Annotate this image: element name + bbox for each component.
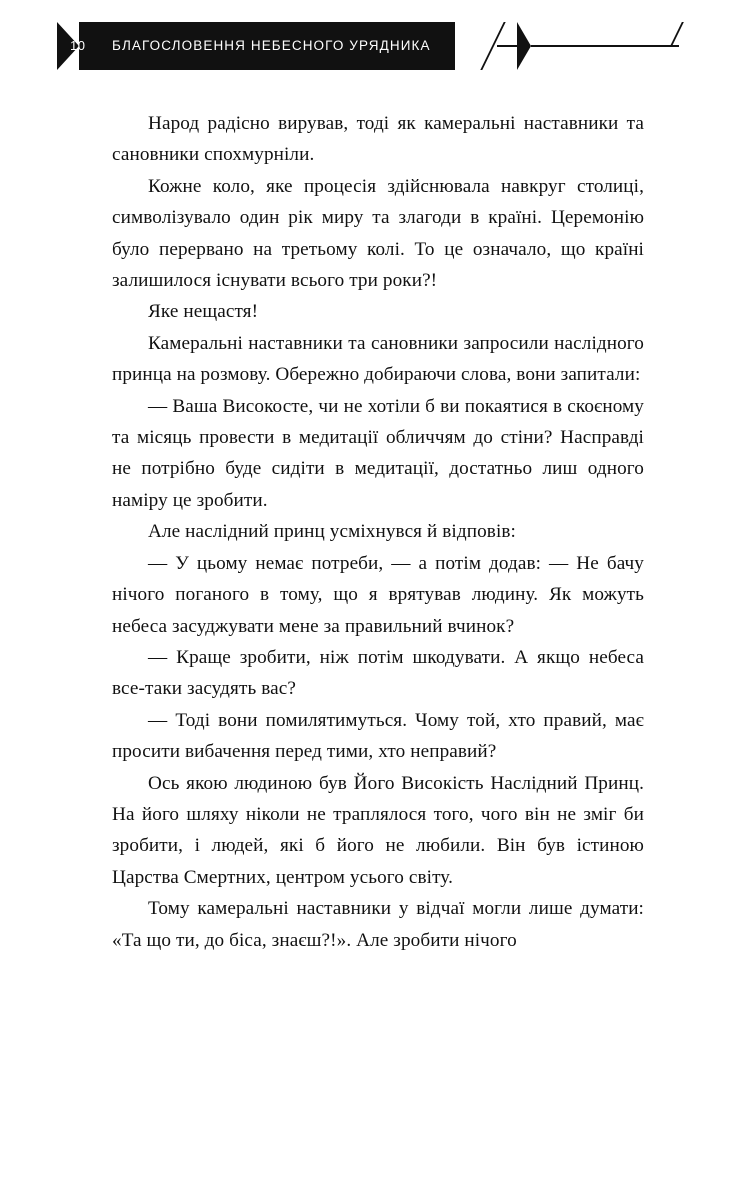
header-right-cut-lower-icon (455, 22, 479, 70)
page-header (0, 0, 756, 96)
page-number: 10 (70, 38, 86, 53)
paragraph: Камеральні наставники та сановники запросили наслідного принца на розмову. Обережно добираючи слова, вони запитали: (112, 332, 644, 386)
running-title: БЛАГОСЛОВЕННЯ НЕБЕСНОГО УРЯДНИКА (112, 38, 431, 53)
paragraph-dialogue: — Тоді вони помилятимуться. Чому той, хто правий, має просити вибачення перед тими, хто неправий? (112, 709, 644, 763)
paragraph: Ось якою людиною був Його Високість Наслідний Принц. На його шляху ніколи не траплялося того, чого він не зміг би зробити, і людей, які б його не любили. Він був істиною Царства Смертних, центром усього світу. (112, 772, 644, 888)
paragraph-dialogue: — Краще зробити, ніж потім шкодувати. А якщо небеса все-таки засудять вас? (112, 646, 644, 700)
paragraph: Але наслідний принц усміхнувся й відповів: (148, 521, 516, 543)
paragraph: Тому камеральні наставники у відчаї могли лише думати: «Та що ти, до біса, знаєш?!». Але зробити нічого (112, 898, 644, 951)
header-decoration-stroke-2-icon (670, 22, 684, 46)
paragraph: Кожне коло, яке процесія здійснювала навкруг столиці, символізувало один рік миру та злагоди в країні. Церемонію було перервано на третьому колі. То це означало, що країні залишилося існувати всього три роки?! (112, 175, 644, 292)
header-decoration-arrow-icon (517, 22, 531, 70)
header-decoration-line-1-icon (497, 45, 517, 47)
header-decoration-line-2-icon (531, 45, 679, 47)
paragraph-dialogue: — Ваша Високосте, чи не хотіли б ви покаятися в скоєному та місяць провести в медитації обличчям до стіни? Насправді не потрібно буде сидіти в медитації, достатньо лиш одного наміру це зробити. (112, 395, 644, 511)
paragraph-dialogue: — У цьому немає потреби, — а потім додав: — Не бачу нічого поганого в тому, що я врятував людину. Як можуть небеса засуджувати мене за правильний вчинок? (112, 552, 644, 637)
page-body-text (112, 108, 644, 956)
paragraph: Яке нещастя! (148, 301, 259, 323)
paragraph: Народ радісно вирував, тоді як камеральні наставники та сановники спохмурніли. (112, 113, 644, 166)
